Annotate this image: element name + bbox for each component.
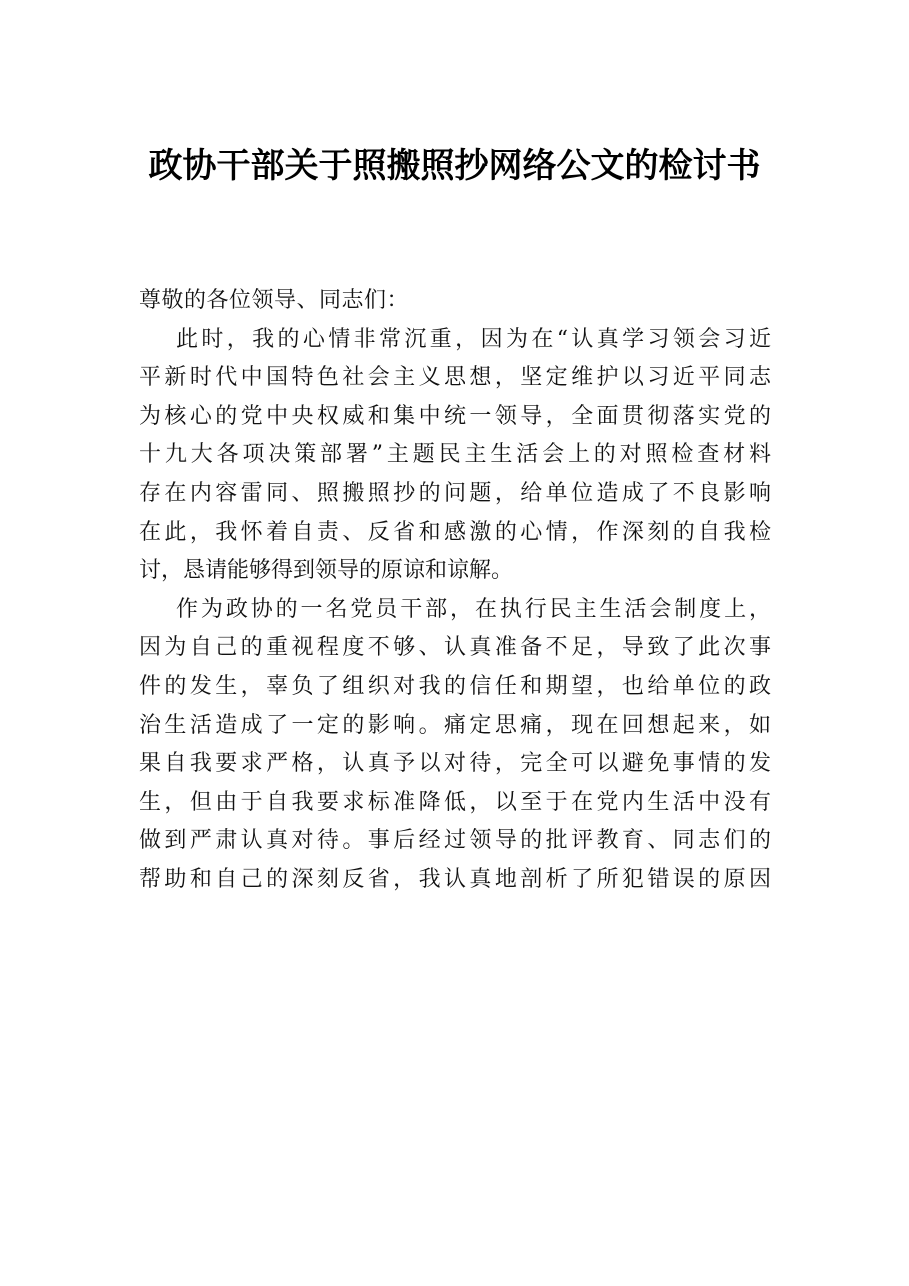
paragraph-line: 帮助和自己的深刻反省，我认真地剖析了所犯错误的原因 [139,866,771,892]
paragraph-line: 做到严肃认真对待。事后经过领导的批评教育、同志们的 [139,828,771,854]
paragraph-line: 因为自己的重视程度不够、认真准备不足，导致了此次事 [139,635,771,661]
salutation: 尊敬的各位领导、同志们： [139,288,410,313]
document-body [139,282,771,900]
paragraph-1 [139,321,771,591]
paragraph-line: 此时，我的心情非常沉重，因为在“认真学习领会习近 [176,326,771,352]
paragraph-line: 治生活造成了一定的影响。痛定思痛，现在回想起来，如 [139,712,771,738]
document-title: 政协干部关于照搬照抄网络公文的检讨书 [148,146,761,186]
paragraph-line: 生，但由于自我要求标准降低，以至于在党内生活中没有 [139,789,771,815]
paragraph-2 [139,591,771,900]
paragraph-line: 十九大各项决策部署”主题民主生活会上的对照检查材料 [139,442,771,468]
paragraph-line: 存在内容雷同、照搬照抄的问题，给单位造成了不良影响 [139,480,771,506]
paragraph-line: 在此，我怀着自责、反省和感激的心情，作深刻的自我检 [139,519,771,545]
paragraph-line: 果自我要求严格，认真予以对待，完全可以避免事情的发 [139,751,771,777]
paragraph-line: 平新时代中国特色社会主义思想，坚定维护以习近平同志 [139,365,771,391]
paragraph-line: 件的发生，辜负了组织对我的信任和期望，也给单位的政 [139,673,771,699]
paragraph-line: 为核心的党中央权威和集中统一领导，全面贯彻落实党的 [139,403,771,429]
paragraph-line: 讨，恳请能够得到领导的原谅和谅解。 [139,558,514,584]
paragraph-line: 作为政协的一名党员干部，在执行民主生活会制度上， [176,596,771,622]
